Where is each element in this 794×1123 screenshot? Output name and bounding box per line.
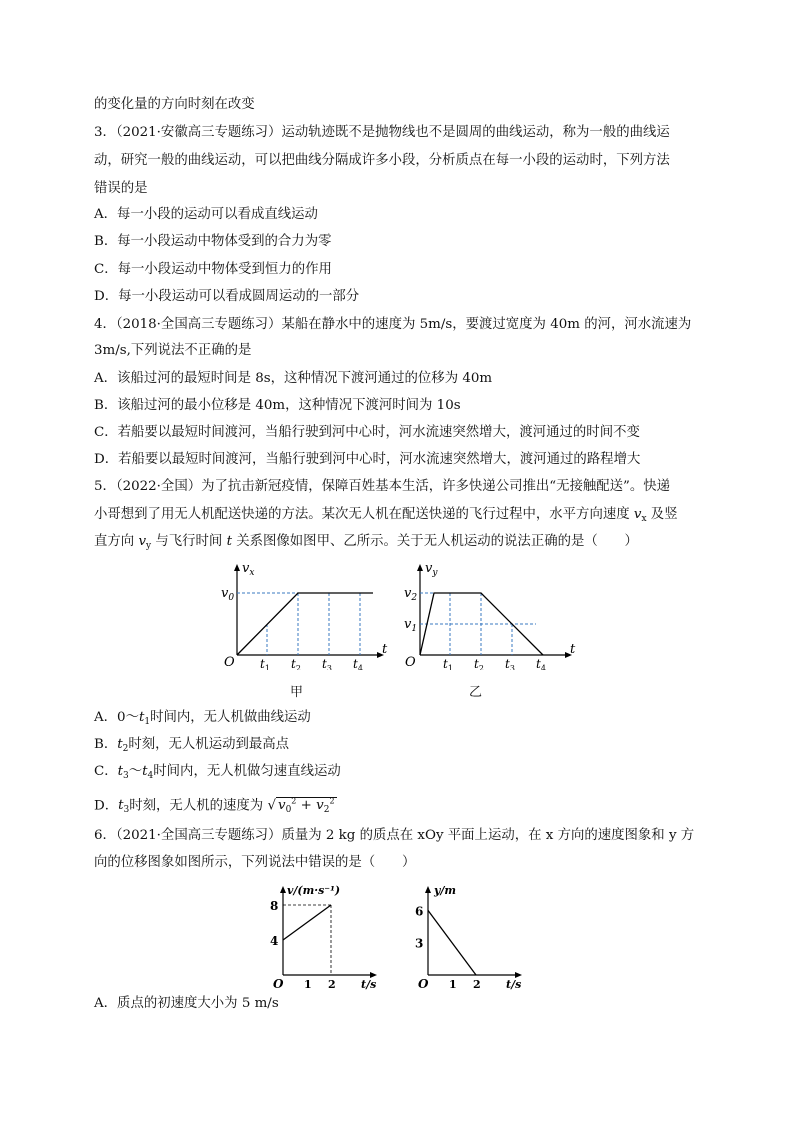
t-symbol: t <box>226 534 232 549</box>
q3-stem-2: 动，研究一般的曲线运动，可以把曲线分隔成许多小段，分析质点在每一小段的运动时，下列方法 <box>94 153 670 168</box>
sqrt-expression: √ $v_0^2 + v_2^2$ <box>267 797 335 816</box>
q3-option-a: A．每一小段的运动可以看成直线运动 <box>94 207 318 222</box>
t3-label: $t_3$ <box>322 657 332 670</box>
x-axis-label: t <box>570 642 576 657</box>
series-line <box>283 905 331 940</box>
t3-label: $t_3$ <box>505 657 515 670</box>
figure-jia-caption: 甲 <box>290 685 304 700</box>
q4-option-d: D．若船要以最短时间渡河，当船行驶到河中心时，河水流速突然增大，渡河通过的路程增大 <box>94 452 641 467</box>
x-tick-label: 1 <box>304 978 312 990</box>
q4-stem: 4．（2018·全国高三专题练习）某船在静水中的速度为 5m/s，要渡过宽度为 40m 的河，河水流速为 <box>94 317 692 332</box>
q5-stem: 5．（2022·全国）为了抗击新冠疫情，保障百姓基本生活，许多快递公司推出“无接触配送”。快递 <box>94 479 671 494</box>
origin-label: O <box>418 977 429 990</box>
figure-yi <box>400 560 580 670</box>
y-tick-label: 6 <box>415 904 424 919</box>
y-axis-arrow <box>234 564 240 571</box>
q3-option-d: D．每一小段运动可以看成圆周运动的一部分 <box>94 289 360 304</box>
t2-label: $t_2$ <box>291 657 301 670</box>
v0-tick-label: $v_0$ <box>221 586 235 603</box>
q6-option-a: A．质点的初速度大小为 5 m/s <box>94 996 279 1011</box>
x-tick-label: 2 <box>473 978 481 990</box>
origin-label: O <box>405 655 416 670</box>
q5-stem-3 <box>94 532 638 556</box>
q4-stem-2: 3m/s,下列说法不正确的是 <box>94 343 252 358</box>
y-axis-label: v/(m·s⁻¹) <box>287 884 341 897</box>
vx-symbol: $v_x$ <box>633 507 647 524</box>
vy-symbol: $v_y$ <box>138 534 152 551</box>
origin-label: O <box>224 655 235 670</box>
q3-option-b: B．每一小段运动中物体受到的合力为零 <box>94 234 332 249</box>
origin-label: O <box>273 977 284 990</box>
series-line <box>428 910 476 975</box>
y-axis-label: $v_y$ <box>425 561 438 578</box>
q5-stem-2-text-b: 及竖 <box>646 507 678 522</box>
t1-label: $t_1$ <box>260 657 270 670</box>
q5-option-a: A．$0\sim t_1$时间内，无人机做曲线运动 <box>94 710 311 727</box>
t4-label: $t_4$ <box>536 657 546 670</box>
y-tick-label: 4 <box>270 934 279 948</box>
q5-stem-2-text-a: 小哥想到了用无人机配送快递的方法。某次无人机在配送快递的飞行过程中，水平方向速度 <box>94 507 634 522</box>
t2-label: $t_2$ <box>474 657 484 670</box>
q4-option-b: B．该船过河的最小位移是 40m，这种情况下渡河时间为 10s <box>94 398 461 413</box>
t4-label: $t_4$ <box>353 657 363 670</box>
y-tick-label: 3 <box>415 936 424 951</box>
q5-option-b: B．$t_2$时刻，无人机运动到最高点 <box>94 737 290 754</box>
vx-curve <box>237 593 373 655</box>
x-tick-label: 1 <box>449 978 457 990</box>
y-axis-label: y/m <box>434 884 457 897</box>
t1-label: $t_1$ <box>443 657 453 670</box>
q3-stem: 3．（2021·安徽高三专题练习）运动轨迹既不是抛物线也不是圆周的曲线运动，称为一般的曲线运 <box>94 125 670 140</box>
v1-tick-label: $v_1$ <box>404 617 418 634</box>
x-tick-label: 2 <box>328 978 336 990</box>
q4-option-a: A．该船过河的最短时间是 8s，这种情况下渡河通过的位移为 40m <box>94 371 493 386</box>
y-axis-arrow <box>280 886 286 893</box>
q5-stem-3-text-a: 直方向 <box>94 534 139 549</box>
y-tick-label: 8 <box>270 899 279 913</box>
q5-stem-2 <box>94 505 678 529</box>
q5-stem-3-text-c: 关系图像如图甲、乙所示。关于无人机运动的说法正确的是（ ） <box>231 534 638 549</box>
figure-v-t <box>265 882 385 990</box>
figure-jia <box>220 560 390 670</box>
q3-option-c: C．每一小段运动中物体受到恒力的作用 <box>94 262 332 277</box>
text-line: 的变化量的方向时刻在改变 <box>94 97 255 112</box>
q3-stem-3: 错误的是 <box>94 181 148 196</box>
q5-option-d: D．$t_3$时刻，无人机的速度为 √ $v_0^2 + v_2^2$ <box>94 792 337 820</box>
x-axis-label: t/s <box>361 978 377 990</box>
v2-tick-label: $v_2$ <box>404 586 418 603</box>
figure-yi-caption: 乙 <box>469 685 483 700</box>
q5-option-c: C．$t_3\sim t_4$时间内，无人机做匀速直线运动 <box>94 764 341 781</box>
y-axis-arrow <box>417 564 423 571</box>
y-axis-label: $v_x$ <box>242 561 255 578</box>
q4-option-c: C．若船要以最短时间渡河，当船行驶到河中心时，河水流速突然增大，渡河通过的时间不变 <box>94 425 640 440</box>
q6-stem: 6．（2021·全国高三专题练习）质量为 2 kg 的质点在 xOy 平面上运动，在 x 方向的速度图象和 y 方 <box>94 828 695 843</box>
x-axis-label: t/s <box>506 978 522 990</box>
q6-stem-2: 向的位移图象如图所示，下列说法中错误的是（ ） <box>94 855 416 870</box>
q5-stem-3-text-b: 与飞行时间 <box>151 534 227 549</box>
figure-y-t <box>410 882 530 990</box>
x-axis-label: t <box>382 642 388 657</box>
y-axis-arrow <box>425 886 431 893</box>
